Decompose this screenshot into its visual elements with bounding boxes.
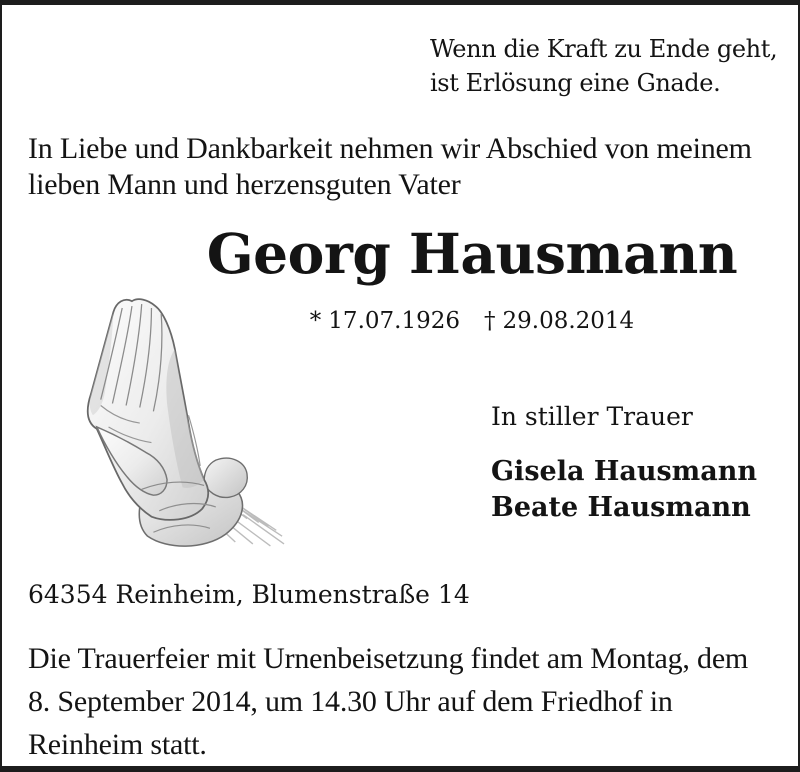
praying-hands-image xyxy=(52,296,286,554)
death-group xyxy=(484,308,634,334)
funeral-info: Die Trauerfeier mit Urnenbeisetzung findet am Montag, dem 8. September 2014, um 14.30 Uhr auf dem Friedhof in Reinheim statt. xyxy=(28,642,749,761)
birth-star-symbol: * xyxy=(309,308,322,334)
mourning-intro: In stiller Trauer xyxy=(491,402,693,431)
death-date: 29.08.2014 xyxy=(502,308,635,334)
birth-date: 17.07.1926 xyxy=(328,308,460,334)
death-cross-symbol: † xyxy=(484,308,496,334)
mourners-list xyxy=(491,454,757,526)
deceased-name: Georg Hausmann xyxy=(206,221,738,286)
epigraph xyxy=(430,32,777,100)
birth-group xyxy=(310,308,460,334)
epigraph-line-2: ist Erlösung eine Gnade. xyxy=(430,69,721,97)
mourner-name: Beate Hausmann xyxy=(491,492,751,523)
intro-text: In Liebe und Dankbarkeit nehmen wir Abschied von meinem lieben Mann und herzensguten Vater xyxy=(28,132,752,201)
address-line: 64354 Reinheim, Blumenstraße 14 xyxy=(28,580,470,609)
mourner-name: Gisela Hausmann xyxy=(491,456,758,487)
epigraph-line-1: Wenn die Kraft zu Ende geht, xyxy=(430,35,778,63)
